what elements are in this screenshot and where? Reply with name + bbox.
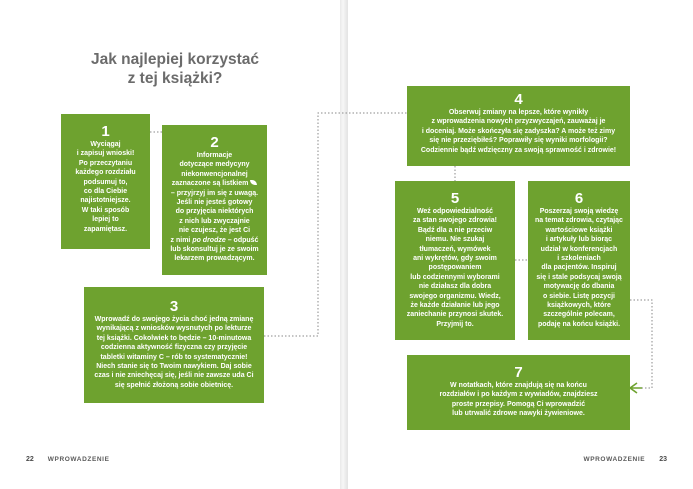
- step-text: Weź odpowiedzialność za stan swojego zdrowia! Bądź dla a nie przeciw niemu. Nie szukaj tłumaczeń, wymówek ani wykrętów, gdy swoim postępowaniem lub codziennymi wyborami nie działasz dla dobra swojego organizmu. Wiedz, że każde działanie lub jego zaniechanie przynosi skutek. Przyjmij to.: [406, 208, 504, 328]
- step-box-6: [528, 181, 630, 340]
- step-text: Wyciągaj i zapisuj wnioski! Po przeczytaniu każdego rozdziału podsumuj to, co dla Ciebie najistotniejsze. W taki sposób lepiej to zapamiętasz.: [75, 141, 136, 233]
- step-text-part: Informacje dotyczące medycyny niekonwencjonalnej zaznaczone są listkiem: [171, 152, 250, 188]
- section-label-right: WPROWADZENIE: [583, 456, 646, 463]
- step-text-part: – odpuść lub skonsultuj je ze swoim lekarzem prowadzącym.: [170, 236, 259, 263]
- footer-right: [583, 456, 667, 463]
- step-text: Poszerzaj swoją wiedzę na temat zdrowia, czytając wartościowe książki i artykuły lub biorąc udział w konferencjach i szkoleniach dla pacjentów. Inspiruj się i stale podsycaj swoją motywację do dbania o siebie. Listę pozycji książkowych, które szczególnie polecam, podaję na końcu książki.: [535, 208, 623, 328]
- step-number: 6: [574, 190, 584, 207]
- step-box-2: [162, 125, 267, 275]
- step-text-emphasis: po drodze: [192, 236, 226, 244]
- step-number: 1: [101, 123, 110, 140]
- step-text: [168, 151, 261, 264]
- step-box-1: [61, 114, 150, 249]
- footer-left: [26, 456, 110, 463]
- step-text: W notatkach, które znajdują się na końcu rozdziałów i po każdym z wywiadów, znajdziesz proste przepisy. Pomogą Ci wprowadzić lub utrwalić zdrowe nawyki żywieniowe.: [439, 382, 598, 418]
- book-gutter: [340, 0, 348, 489]
- page-title: [70, 50, 280, 88]
- step-number: 5: [450, 190, 460, 207]
- step-number: 4: [514, 91, 523, 108]
- step-box-3: [84, 287, 264, 403]
- step-text: Wprowadź do swojego życia choć jedną zmianę wynikającą z wniosków wysnutych po lekturze tej książki. Cokolwiek to będzie – 10-minutowa codzienna aktywność fizyczna czy przyjęcie tabletki witaminy C – rób to systematycznie! Niech stanie się to Twoim nawykiem. Daj sobie czas i nie zniechęcaj się, jeśli nie zawsze uda Ci się spełnić złożoną sobie obietnicę.: [94, 316, 254, 389]
- title-text: Jak najlepiej korzystać z tej książki?: [90, 51, 259, 87]
- step-text: Obserwuj zmiany na lepsze, które wynikły z wprowadzenia nowych przyzwyczajeń, zauważaj je i doceniaj. Może skończyła się zadyszka? A może też zimy się nie przeziębiłeś? Poprawiły się wyniki morfologii? Codziennie bądź wdzięczny za swoją sprawność i zdrowie!: [420, 109, 617, 154]
- step-box-7: [407, 355, 630, 430]
- leaf-icon: [250, 180, 257, 185]
- page-number-right: 23: [659, 456, 667, 463]
- step-number: 7: [514, 364, 523, 381]
- step-number: 2: [210, 134, 219, 151]
- step-text-part: – przyjrzyj im się z uwagą. Jeśli nie jesteś gotowy do przyjęcia niektórych z nich lub zwyczajnie nie czujesz, że jest Ci z nimi: [170, 189, 259, 244]
- step-box-5: [395, 181, 515, 340]
- page-number-left: 22: [26, 456, 34, 463]
- section-label-left: WPROWADZENIE: [47, 456, 110, 463]
- step-box-4: [407, 86, 630, 166]
- step-number: 3: [169, 298, 179, 315]
